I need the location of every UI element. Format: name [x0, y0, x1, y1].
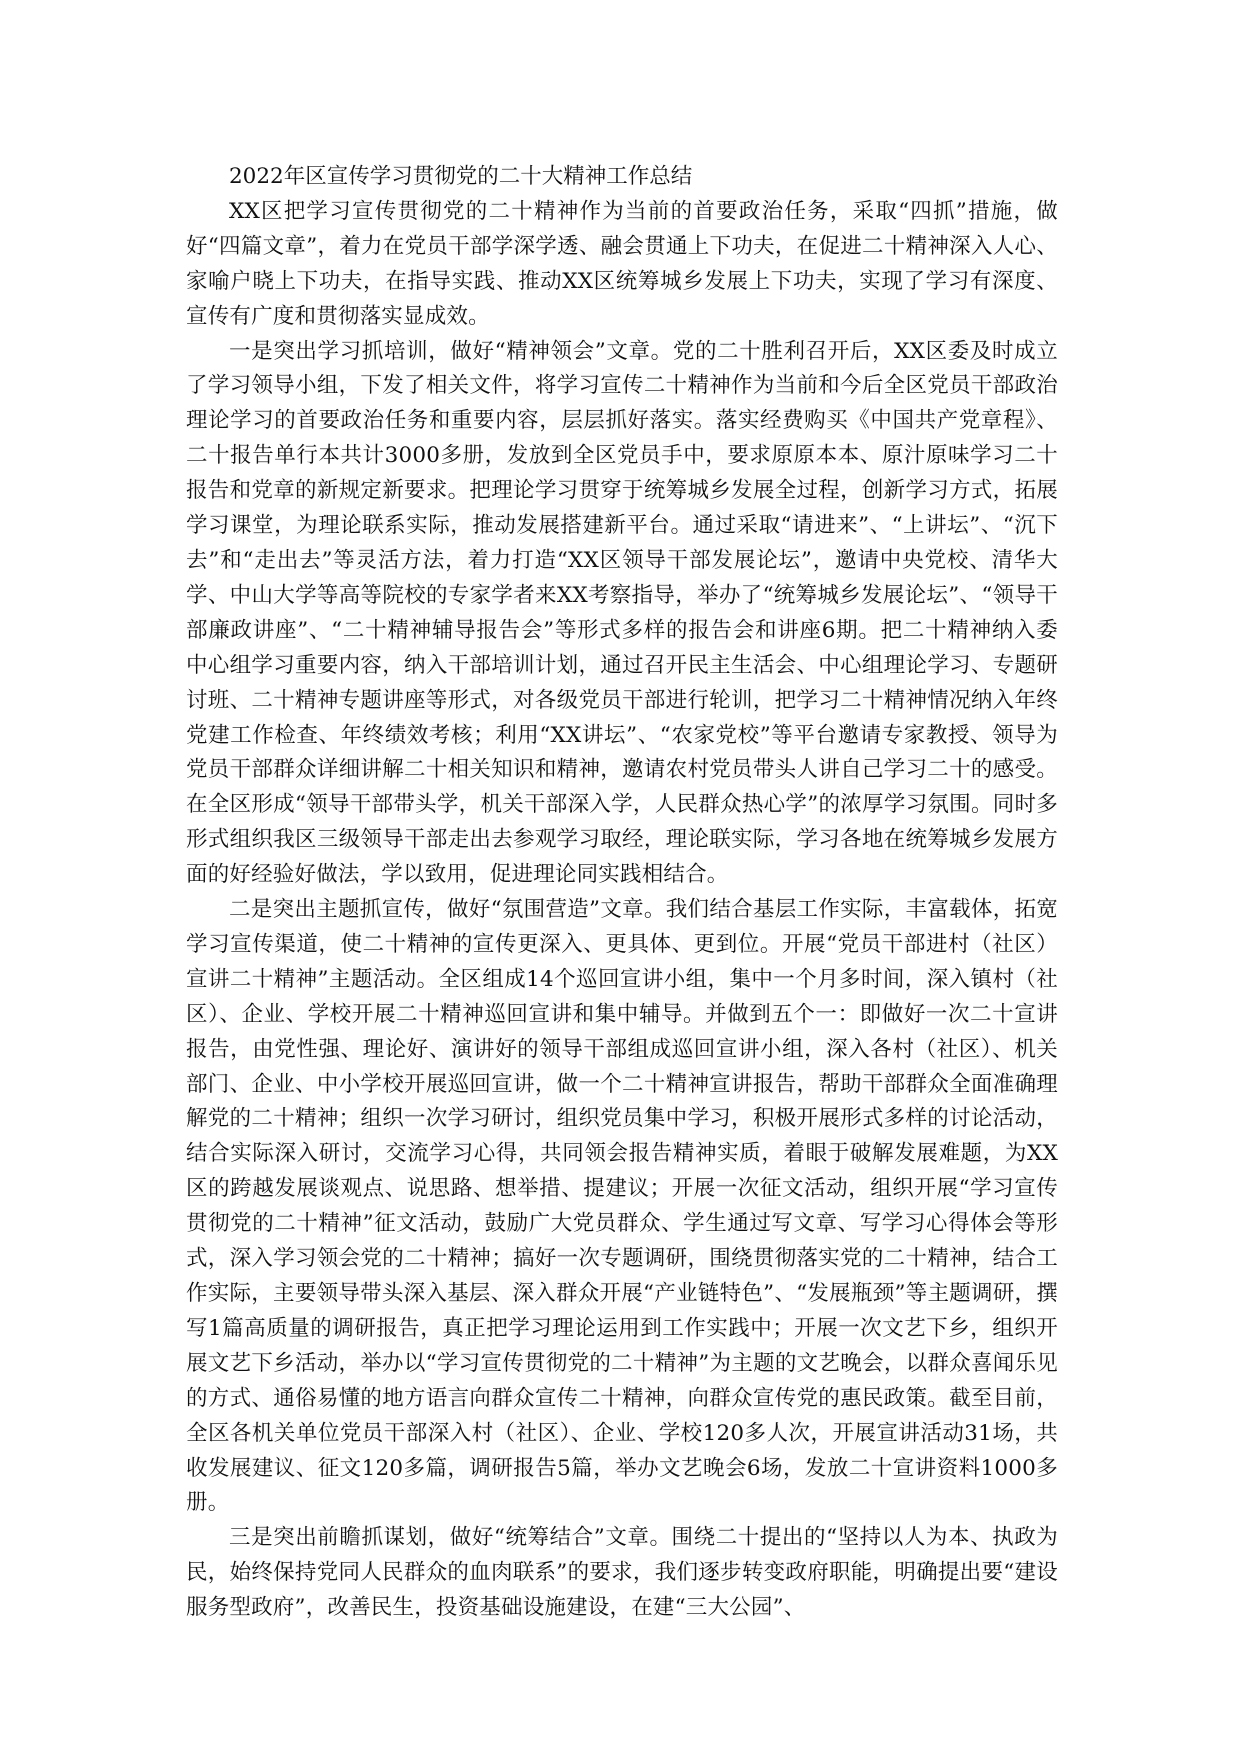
document-title: 2022年区宣传学习贯彻党的二十大精神工作总结 — [229, 164, 693, 189]
paragraph-training: 一是突出学习抓培训，做好“精神领会”文章。党的二十胜利召开后，XX区委及时成立了学习领导小组，下发了相关文件，将学习宣传二十精神作为当前和今后全区党员干部政治理论学习的首要政治任务和重要内容，层层抓好落实。落实经费购买《中国共产党章程》、二十报告单行本共计3000多册，发放到全区党员手中，要求原原本本、原汁原味学习二十报告和党章的新规定新要求。把理论学习贯穿于统筹城乡发展全过程，创新学习方式，拓展学习课堂，为理论联系实际，推动发展搭建新平台。通过采取“请进来”、“上讲坛”、“沉下去”和“走出去”等灵活方法，着力打造“XX区领导干部发展论坛”，邀请中央党校、清华大学、中山大学等高等院校的专家学者来XX考察指导，举办了“统筹城乡发展论坛”、“领导干部廉政讲座”、“二十精神辅导报告会”等形式多样的报告会和讲座6期。把二十精神纳入委中心组学习重要内容，纳入干部培训计划，通过召开民主生活会、中心组理论学习、专题研讨班、二十精神专题讲座等形式，对各级党员干部进行轮训，把学习二十精神情况纳入年终党建工作检查、年终绩效考核；利用“XX讲坛”、“农家党校”等平台邀请专家教授、领导为党员干部群众详细讲解二十相关知识和精神，邀请农村党员带头人讲自己学习二十的感受。在全区形成“领导干部带头学，机关干部深入学，人民群众热心学”的浓厚学习氛围。同时多形式组织我区三级领导干部走出去参观学习取经，理论联实际，学习各地在统筹城乡发展方面的好经验好做法，学以致用，促进理论同实践相结合。 — [186, 338, 1058, 888]
paragraph-publicity: 二是突出主题抓宣传，做好“氛围营造”文章。我们结合基层工作实际，丰富载体，拓宽学习宣传渠道，使二十精神的宣传更深入、更具体、更到位。开展“党员干部进村（社区）宣讲二十精神”主题活动。全区组成14个巡回宣讲小组，集中一个月多时间，深入镇村（社区）、企业、学校开展二十精神巡回宣讲和集中辅导。并做到五个一：即做好一次二十宣讲报告，由党性强、理论好、演讲好的领导干部组成巡回宣讲小组，深入各村（社区）、机关部门、企业、中小学校开展巡回宣讲，做一个二十精神宣讲报告，帮助干部群众全面准确理解党的二十精神；组织一次学习研讨，组织党员集中学习，积极开展形式多样的讨论活动，结合实际深入研讨，交流学习心得，共同领会报告精神实质，着眼于破解发展难题，为XX区的跨越发展谈观点、说思路、想举措、提建议；开展一次征文活动，组织开展“学习宣传贯彻党的二十精神”征文活动，鼓励广大党员群众、学生通过写文章、写学习心得体会等形式，深入学习领会党的二十精神；搞好一次专题调研，围绕贯彻落实党的二十精神，结合工作实际，主要领导带头深入基层、深入群众开展“产业链特色”、“发展瓶颈”等主题调研，撰写1篇高质量的调研报告，真正把学习理论运用到工作实践中；开展一次文艺下乡，组织开展文艺下乡活动，举办以“学习宣传贯彻党的二十精神”为主题的文艺晚会，以群众喜闻乐见的方式、通俗易懂的地方语言向群众宣传二十精神，向群众宣传党的惠民政策。截至目前，全区各机关单位党员干部深入村（社区）、企业、学校120多人次，开展宣讲活动31场，共收发展建议、征文120多篇，调研报告5篇，举办文艺晚会6场，发放二十宣讲资料1000多册。 — [186, 897, 1058, 1516]
paragraph-planning: 三是突出前瞻抓谋划，做好“统筹结合”文章。围绕二十提出的“坚持以人为本、执政为民，始终保持党同人民群众的血肉联系”的要求，我们逐步转变政府职能，明确提出要“建设服务型政府”，改善民生，投资基础设施建设，在建“三大公园”、 — [186, 1525, 1058, 1621]
paragraph-intro: XX区把学习宣传贯彻党的二十精神作为当前的首要政治任务，采取“四抓”措施，做好“四篇文章”，着力在党员干部学深学透、融会贯通上下功夫，在促进二十精神深入人心、家喻户晓上下功夫，在指导实践、推动XX区统筹城乡发展上下功夫，实现了学习有深度、宣传有广度和贯彻落实显成效。 — [186, 198, 1058, 329]
document-page — [186, 160, 1058, 1626]
